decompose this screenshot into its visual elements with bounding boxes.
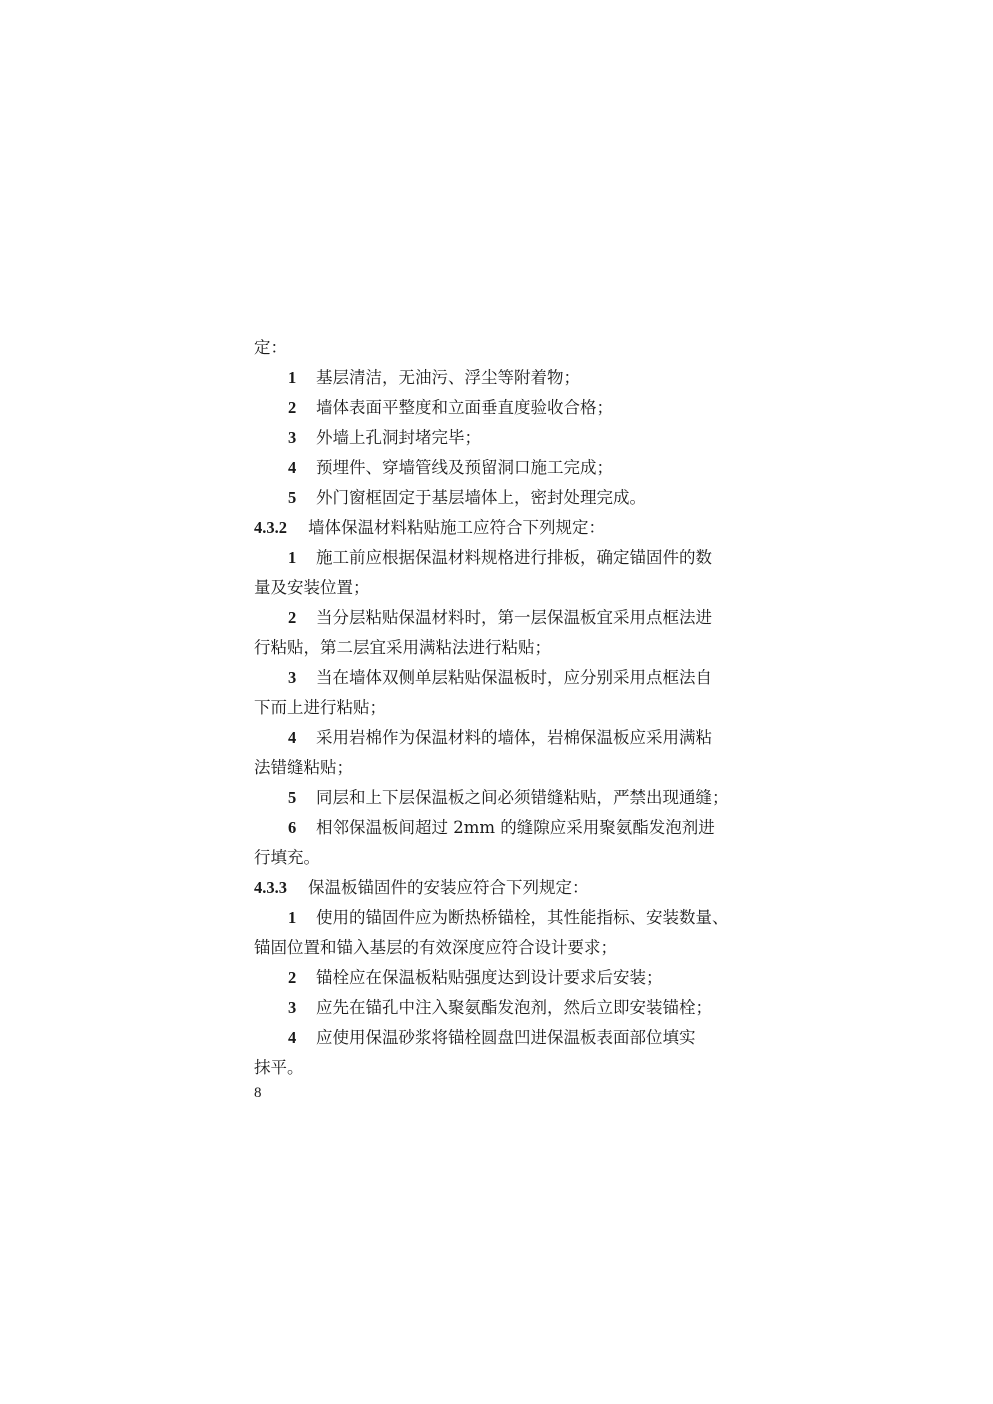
item-text-line1: 当分层粘贴保温材料时，第一层保温板宜采用点框法进	[316, 608, 712, 627]
item-text-line2: 抹平。	[254, 1058, 304, 1077]
section-text: 墙体保温材料粘贴施工应符合下列规定：	[308, 518, 605, 537]
section-text: 保温板锚固件的安装应符合下列规定：	[308, 878, 589, 897]
item-text: 墙体表面平整度和立面垂直度验收合格；	[316, 398, 613, 417]
item-number: 6	[288, 818, 297, 837]
item-text-line1: 同层和上下层保温板之间必须错缝粘贴，严禁出现通缝；	[316, 788, 729, 807]
item-number: 2	[288, 968, 297, 987]
item-number: 3	[288, 668, 297, 687]
item-text-line2: 量及安装位置；	[254, 578, 370, 597]
item-number: 1	[288, 908, 297, 927]
item-text-line1: 当在墙体双侧单层粘贴保温板时，应分别采用点框法自	[316, 668, 712, 687]
item-number: 4	[288, 728, 297, 747]
section-number: 4.3.3	[254, 878, 287, 897]
item-text: 外墙上孔洞封堵完毕；	[316, 428, 481, 447]
item-number: 3	[288, 428, 297, 447]
intro-text: 定：	[254, 338, 287, 357]
list-item	[254, 1023, 754, 1143]
item-number: 4	[288, 1028, 297, 1047]
item-text-line1: 锚栓应在保温板粘贴强度达到设计要求后安装；	[316, 968, 663, 987]
item-text-line1: 采用岩棉作为保温材料的墙体，岩棉保温板应采用满粘	[316, 728, 712, 747]
item-text: 预埋件、穿墙管线及预留洞口施工完成；	[316, 458, 613, 477]
page-number: 8	[254, 1085, 262, 1101]
item-text-line2: 锚固位置和锚入基层的有效深度应符合设计要求；	[254, 938, 617, 957]
item-text-line1: 应先在锚孔中注入聚氨酯发泡剂，然后立即安装锚栓；	[316, 998, 712, 1017]
item-number: 3	[288, 998, 297, 1017]
item-text: 外门窗框固定于基层墙体上，密封处理完成。	[316, 488, 646, 507]
item-number: 2	[288, 608, 297, 627]
item-number: 1	[288, 548, 297, 567]
item-number: 4	[288, 458, 297, 477]
item-text-line2: 法错缝粘贴；	[254, 758, 353, 777]
item-number: 5	[288, 788, 297, 807]
item-text-line1: 施工前应根据保温材料规格进行排板，确定锚固件的数	[316, 548, 712, 567]
item-number: 2	[288, 398, 297, 417]
item-text-line1: 使用的锚固件应为断热桥锚栓，其性能指标、安装数量、	[316, 908, 729, 927]
item-number: 5	[288, 488, 297, 507]
item-text-line2: 下而上进行粘贴；	[254, 698, 386, 717]
item-text-line2: 行填充。	[254, 848, 320, 867]
section-number: 4.3.2	[254, 518, 287, 537]
item-text-line2: 行粘贴，第二层宜采用满粘法进行粘贴；	[254, 638, 551, 657]
item-number: 1	[288, 368, 297, 387]
item-text-line1: 相邻保温板间超过 2mm 的缝隙应采用聚氨酯发泡剂进	[316, 818, 715, 837]
item-text-line1: 应使用保温砂浆将锚栓圆盘凹进保温板表面部位填实	[316, 1028, 696, 1047]
item-text: 基层清洁，无油污、浮尘等附着物；	[316, 368, 580, 387]
